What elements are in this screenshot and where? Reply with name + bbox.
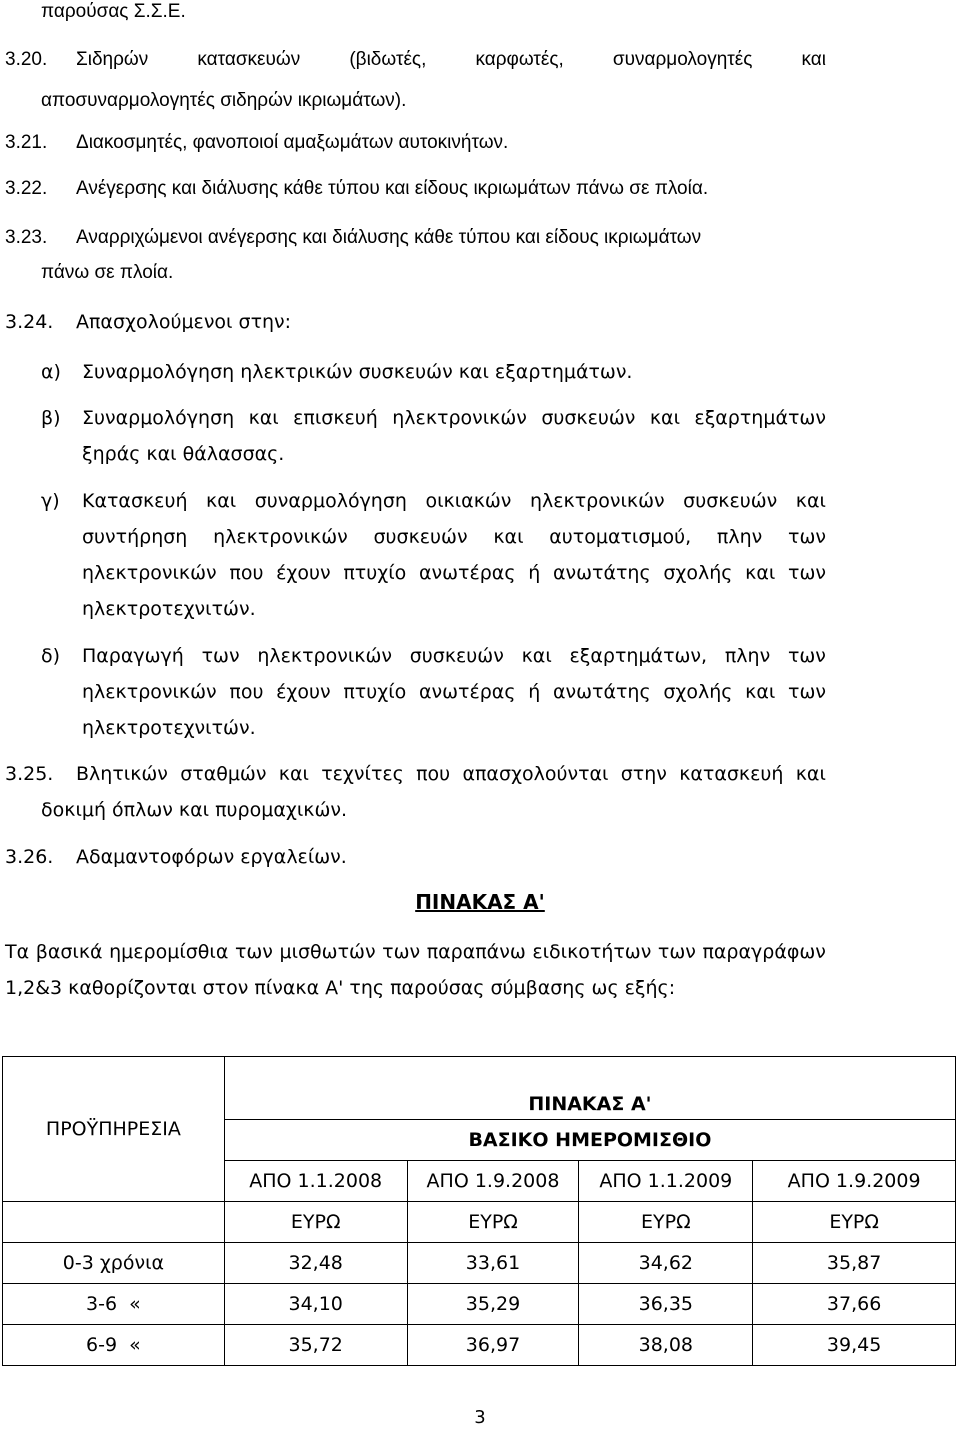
item-number: 3.26. xyxy=(5,846,54,868)
word: οικιακών xyxy=(425,490,512,512)
word: ηλεκτρονικών xyxy=(257,645,392,667)
justified-line xyxy=(76,48,826,72)
word: των xyxy=(234,941,273,963)
word: ηλεκτρονικών xyxy=(82,681,217,703)
sub-item-label: δ) xyxy=(41,645,61,667)
word: ή xyxy=(528,681,541,703)
text-line: Διακοσμητές, φανοποιοί αμαξωμάτων αυτοκινήτων. xyxy=(76,132,509,153)
word: και xyxy=(521,645,552,667)
word: των xyxy=(787,645,826,667)
intro-line xyxy=(5,940,826,964)
experience-label: 0-3 χρόνια xyxy=(3,1243,225,1284)
word: στην xyxy=(620,763,667,785)
table-row xyxy=(3,1284,956,1325)
word: Τα xyxy=(5,941,30,963)
word: ανωτάτης xyxy=(552,681,651,703)
word: που xyxy=(416,763,451,785)
text-line: παρούσας Σ.Σ.Ε. xyxy=(41,1,186,22)
word: και xyxy=(795,763,826,785)
word: κατασκευή xyxy=(679,763,784,785)
item-number: 3.20. xyxy=(5,49,48,70)
word: ηλεκτρονικών xyxy=(82,562,217,584)
word: εξαρτημάτων xyxy=(694,407,826,429)
experience-label: 6-9 « xyxy=(3,1325,225,1366)
word: πτυχίο xyxy=(343,681,407,703)
word: βασικά xyxy=(35,941,103,963)
word: συσκευών xyxy=(541,407,636,429)
wage-value: 32,48 xyxy=(224,1243,407,1284)
justified-line xyxy=(82,406,826,430)
text-line: πάνω σε πλοία. xyxy=(41,262,174,283)
word: και xyxy=(206,490,237,512)
wage-table xyxy=(2,1056,956,1366)
justified-line xyxy=(76,762,826,786)
text-line: Απασχολούμενοι στην: xyxy=(76,311,292,333)
word: έχουν xyxy=(276,562,331,584)
word: συναρμολογητές xyxy=(612,49,753,70)
currency-cell: ΕΥΡΩ xyxy=(407,1202,579,1243)
word: που xyxy=(229,681,264,703)
table-row xyxy=(3,1243,956,1284)
word: τεχνίτες xyxy=(321,763,404,785)
item-number: 3.22. xyxy=(5,178,48,199)
word: σχολής xyxy=(663,681,733,703)
word: και xyxy=(493,526,524,548)
sub-item-label: β) xyxy=(41,407,61,429)
word: και xyxy=(649,407,680,429)
intro-line: 1,2&3 καθορίζονται στον πίνακα Α' της παρούσας σύμβασης ως εξής: xyxy=(5,977,676,999)
justified-line xyxy=(82,525,826,549)
word: των xyxy=(788,562,826,584)
word: ηλεκτρονικών xyxy=(529,490,665,512)
word: παραγράφων xyxy=(702,941,826,963)
period-header: ΑΠΟ 1.1.2008 xyxy=(224,1161,407,1202)
word: (βιδωτές, xyxy=(349,49,427,70)
word: ανωτέρας xyxy=(418,562,516,584)
wage-value: 38,08 xyxy=(579,1325,753,1366)
word: αυτοματισμού, xyxy=(549,526,692,548)
word: συσκευών xyxy=(409,645,504,667)
word: ανωτάτης xyxy=(552,562,651,584)
word: συντήρηση xyxy=(82,526,188,548)
wage-value: 36,35 xyxy=(579,1284,753,1325)
sub-item-label: α) xyxy=(41,361,61,383)
text-line: Αδαμαντοφόρων εργαλείων. xyxy=(76,846,347,868)
experience-label: 3-6 « xyxy=(3,1284,225,1325)
wage-value: 37,66 xyxy=(753,1284,956,1325)
word: των xyxy=(788,526,826,548)
table-title: ΠΙΝΑΚΑΣ Α' xyxy=(224,1057,955,1120)
word: κατασκευών xyxy=(197,49,301,70)
word: Σιδηρών xyxy=(76,49,149,70)
row-header-cell: ΠΡΟΫΠΗΡΕΣΙΑ xyxy=(3,1057,225,1202)
item-number: 3.23. xyxy=(5,227,48,248)
item-number: 3.24. xyxy=(5,311,54,333)
word: των xyxy=(657,941,696,963)
sub-item-label: γ) xyxy=(41,490,60,512)
empty-cell xyxy=(3,1202,225,1243)
wage-value: 35,87 xyxy=(753,1243,956,1284)
currency-cell: ΕΥΡΩ xyxy=(579,1202,753,1243)
word: και xyxy=(795,490,826,512)
word: που xyxy=(229,562,264,584)
word: και xyxy=(801,49,826,70)
period-header: ΑΠΟ 1.9.2008 xyxy=(407,1161,579,1202)
word: των xyxy=(201,645,240,667)
currency-cell: ΕΥΡΩ xyxy=(753,1202,956,1243)
word: και xyxy=(278,763,309,785)
word: σταθμών xyxy=(180,763,267,785)
period-header: ΑΠΟ 1.1.2009 xyxy=(579,1161,753,1202)
wage-value: 39,45 xyxy=(753,1325,956,1366)
table-row xyxy=(3,1325,956,1366)
wage-value: 33,61 xyxy=(407,1243,579,1284)
word: πλην xyxy=(716,526,763,548)
word: συσκευών xyxy=(373,526,468,548)
word: συσκευών xyxy=(683,490,778,512)
word: επισκευή xyxy=(293,407,378,429)
word: καρφωτές, xyxy=(475,49,564,70)
wage-value: 35,29 xyxy=(407,1284,579,1325)
table-subtitle: ΒΑΣΙΚΟ ΗΜΕΡΟΜΙΣΘΙΟ xyxy=(224,1120,955,1161)
text-line: Ανέγερσης και διάλυσης κάθε τύπου και είδους ικριωμάτων πάνω σε πλοία. xyxy=(76,178,709,199)
item-number: 3.25. xyxy=(5,763,54,785)
word: παραπάνω xyxy=(426,941,526,963)
word: ή xyxy=(528,562,541,584)
word: μισθωτών xyxy=(279,941,376,963)
word: ηλεκτρονικών xyxy=(213,526,348,548)
word: Κατασκευή xyxy=(82,490,188,512)
word: συναρμολόγηση xyxy=(254,490,407,512)
word: απασχολούνται xyxy=(462,763,609,785)
word: έχουν xyxy=(276,681,331,703)
text-line: Συναρμολόγηση ηλεκτρικών συσκευών και εξαρτημάτων. xyxy=(82,361,633,383)
justified-line xyxy=(82,680,826,704)
word: ανωτέρας xyxy=(418,681,516,703)
word: και xyxy=(248,407,279,429)
period-header: ΑΠΟ 1.9.2009 xyxy=(753,1161,956,1202)
text-line: ηλεκτροτεχνιτών. xyxy=(82,717,256,739)
page-number: 3 xyxy=(474,1407,486,1428)
wage-value: 34,62 xyxy=(579,1243,753,1284)
word: Βλητικών xyxy=(76,763,168,785)
text-line: ηλεκτροτεχνιτών. xyxy=(82,598,256,620)
wage-value: 35,72 xyxy=(224,1325,407,1366)
word: εξαρτημάτων, xyxy=(569,645,708,667)
word: των xyxy=(382,941,421,963)
wage-value: 34,10 xyxy=(224,1284,407,1325)
word: πλην xyxy=(724,645,771,667)
word: σχολής xyxy=(663,562,733,584)
text-line: αποσυναρμολογητές σιδηρών ικριωμάτων). xyxy=(41,90,407,111)
section-title: ΠΙΝΑΚΑΣ Α' xyxy=(415,890,545,914)
currency-cell: ΕΥΡΩ xyxy=(224,1202,407,1243)
word: και xyxy=(745,562,776,584)
word: ηλεκτρονικών xyxy=(392,407,527,429)
text-line: Αναρριχώμενοι ανέγερσης και διάλυσης κάθε τύπου και είδους ικριωμάτων xyxy=(76,227,702,248)
word: Παραγωγή xyxy=(82,645,184,667)
justified-line xyxy=(82,644,826,668)
word: και xyxy=(745,681,776,703)
wage-value: 36,97 xyxy=(407,1325,579,1366)
justified-line xyxy=(82,561,826,585)
word: Συναρμολόγηση xyxy=(82,407,235,429)
text-line: δοκιμή όπλων και πυρομαχικών. xyxy=(41,799,348,821)
word: ειδικοτήτων xyxy=(532,941,652,963)
word: πτυχίο xyxy=(343,562,407,584)
item-number: 3.21. xyxy=(5,132,48,153)
word: ημερομίσθια xyxy=(109,941,229,963)
text-line: ξηράς και θάλασσας. xyxy=(82,443,285,465)
word: των xyxy=(788,681,826,703)
justified-line xyxy=(82,489,826,513)
